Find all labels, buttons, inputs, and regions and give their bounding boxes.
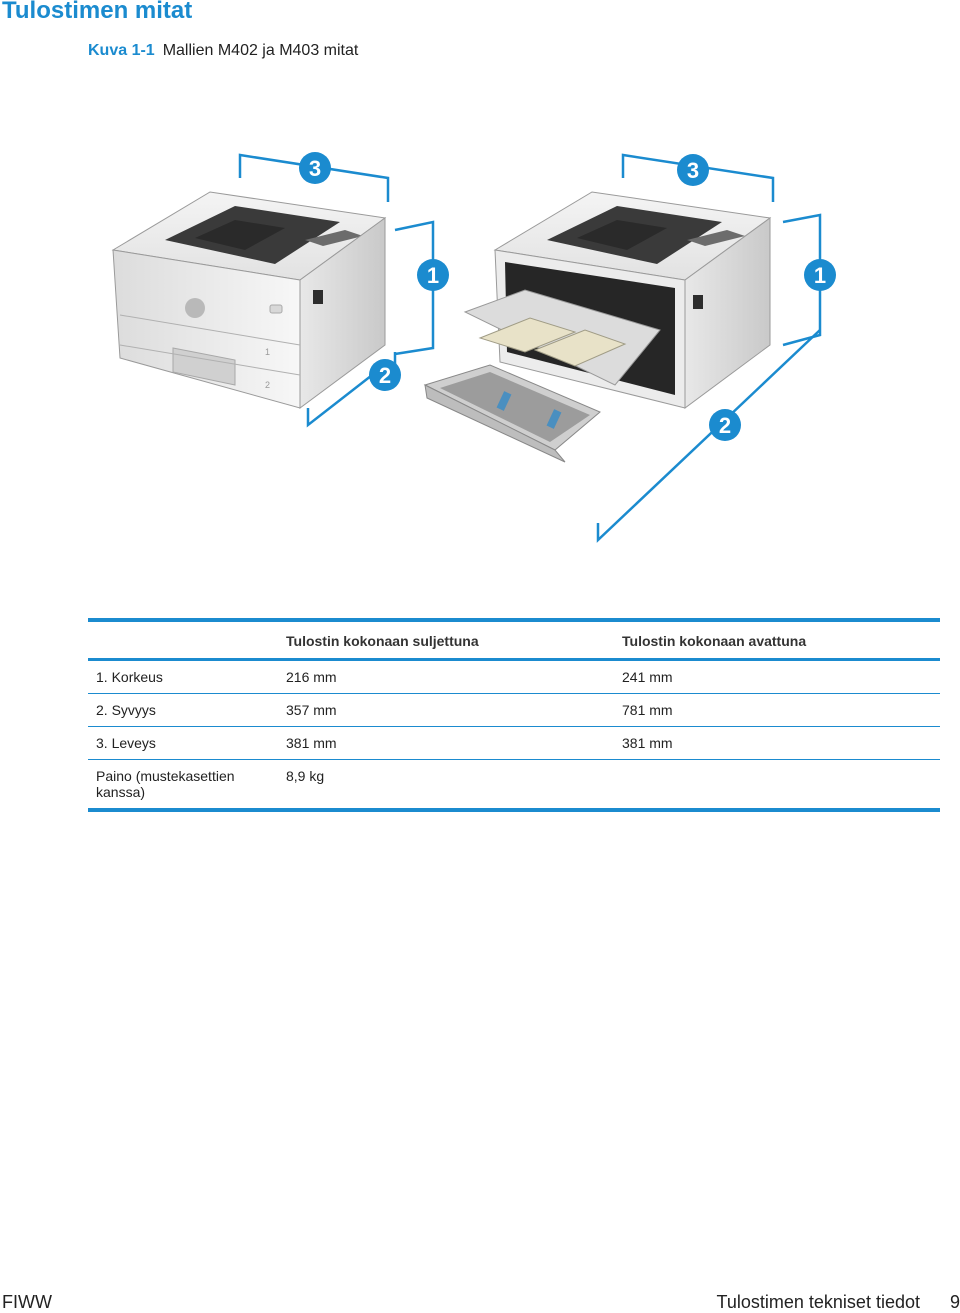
figure-caption-text: Mallien M402 ja M403 mitat	[162, 42, 359, 59]
tray-label-1: 1	[265, 347, 271, 357]
printer-closed-illustration	[113, 192, 385, 408]
table-cell-closed: 357 mm	[286, 702, 337, 718]
table-cell-closed: 8,9 kg	[286, 768, 325, 784]
footer-locale: FIWW	[2, 1292, 52, 1312]
footer-section-title: Tulostimen tekniset tiedot	[716, 1292, 920, 1312]
table-cell-label: Paino (mustekasettien kanssa)	[96, 768, 235, 800]
footer-section	[717, 1292, 960, 1313]
table-row	[88, 694, 940, 727]
table-row	[88, 660, 940, 694]
callout-2-right	[709, 409, 741, 441]
table-cell-closed: 216 mm	[286, 669, 337, 685]
table-row	[88, 760, 940, 811]
table-header-closed: Tulostin kokonaan suljettuna	[286, 633, 479, 649]
callout-3-left	[299, 152, 331, 184]
figure-number: Kuva 1-1	[88, 42, 155, 59]
tray-label-2: 2	[265, 380, 271, 390]
table-cell-label: 2. Syvyys	[96, 702, 156, 718]
callout-2-left	[369, 359, 401, 391]
table-cell-label: 1. Korkeus	[96, 669, 163, 685]
table-cell-label: 3. Leveys	[96, 735, 156, 751]
callout-1-left-text: 1	[426, 263, 440, 288]
callout-2-right-text: 2	[718, 413, 732, 438]
callout-2-left-text: 2	[378, 363, 392, 388]
callout-1-left	[417, 259, 449, 291]
page-title: Tulostimen mitat	[2, 0, 193, 24]
callout-3-right	[677, 154, 709, 186]
page-number: 9	[949, 1292, 960, 1312]
table-cell-open: 381 mm	[622, 735, 673, 751]
dimensions-table	[88, 618, 940, 812]
figure-caption	[88, 42, 358, 60]
callout-3-left-text: 3	[308, 156, 322, 181]
table-header-empty	[88, 620, 278, 660]
table-cell-open: 781 mm	[622, 702, 673, 718]
table-row	[88, 727, 940, 760]
table-cell-open: 241 mm	[622, 669, 673, 685]
table-cell-closed: 381 mm	[286, 735, 337, 751]
table-header-open: Tulostin kokonaan avattuna	[622, 633, 807, 649]
printer-dimensions-figure	[95, 140, 855, 550]
callout-3-right-text: 3	[686, 158, 700, 183]
table-header-row	[88, 620, 940, 660]
callout-1-right	[804, 259, 836, 291]
table-cell-open	[614, 760, 940, 811]
callout-1-right-text: 1	[813, 263, 827, 288]
